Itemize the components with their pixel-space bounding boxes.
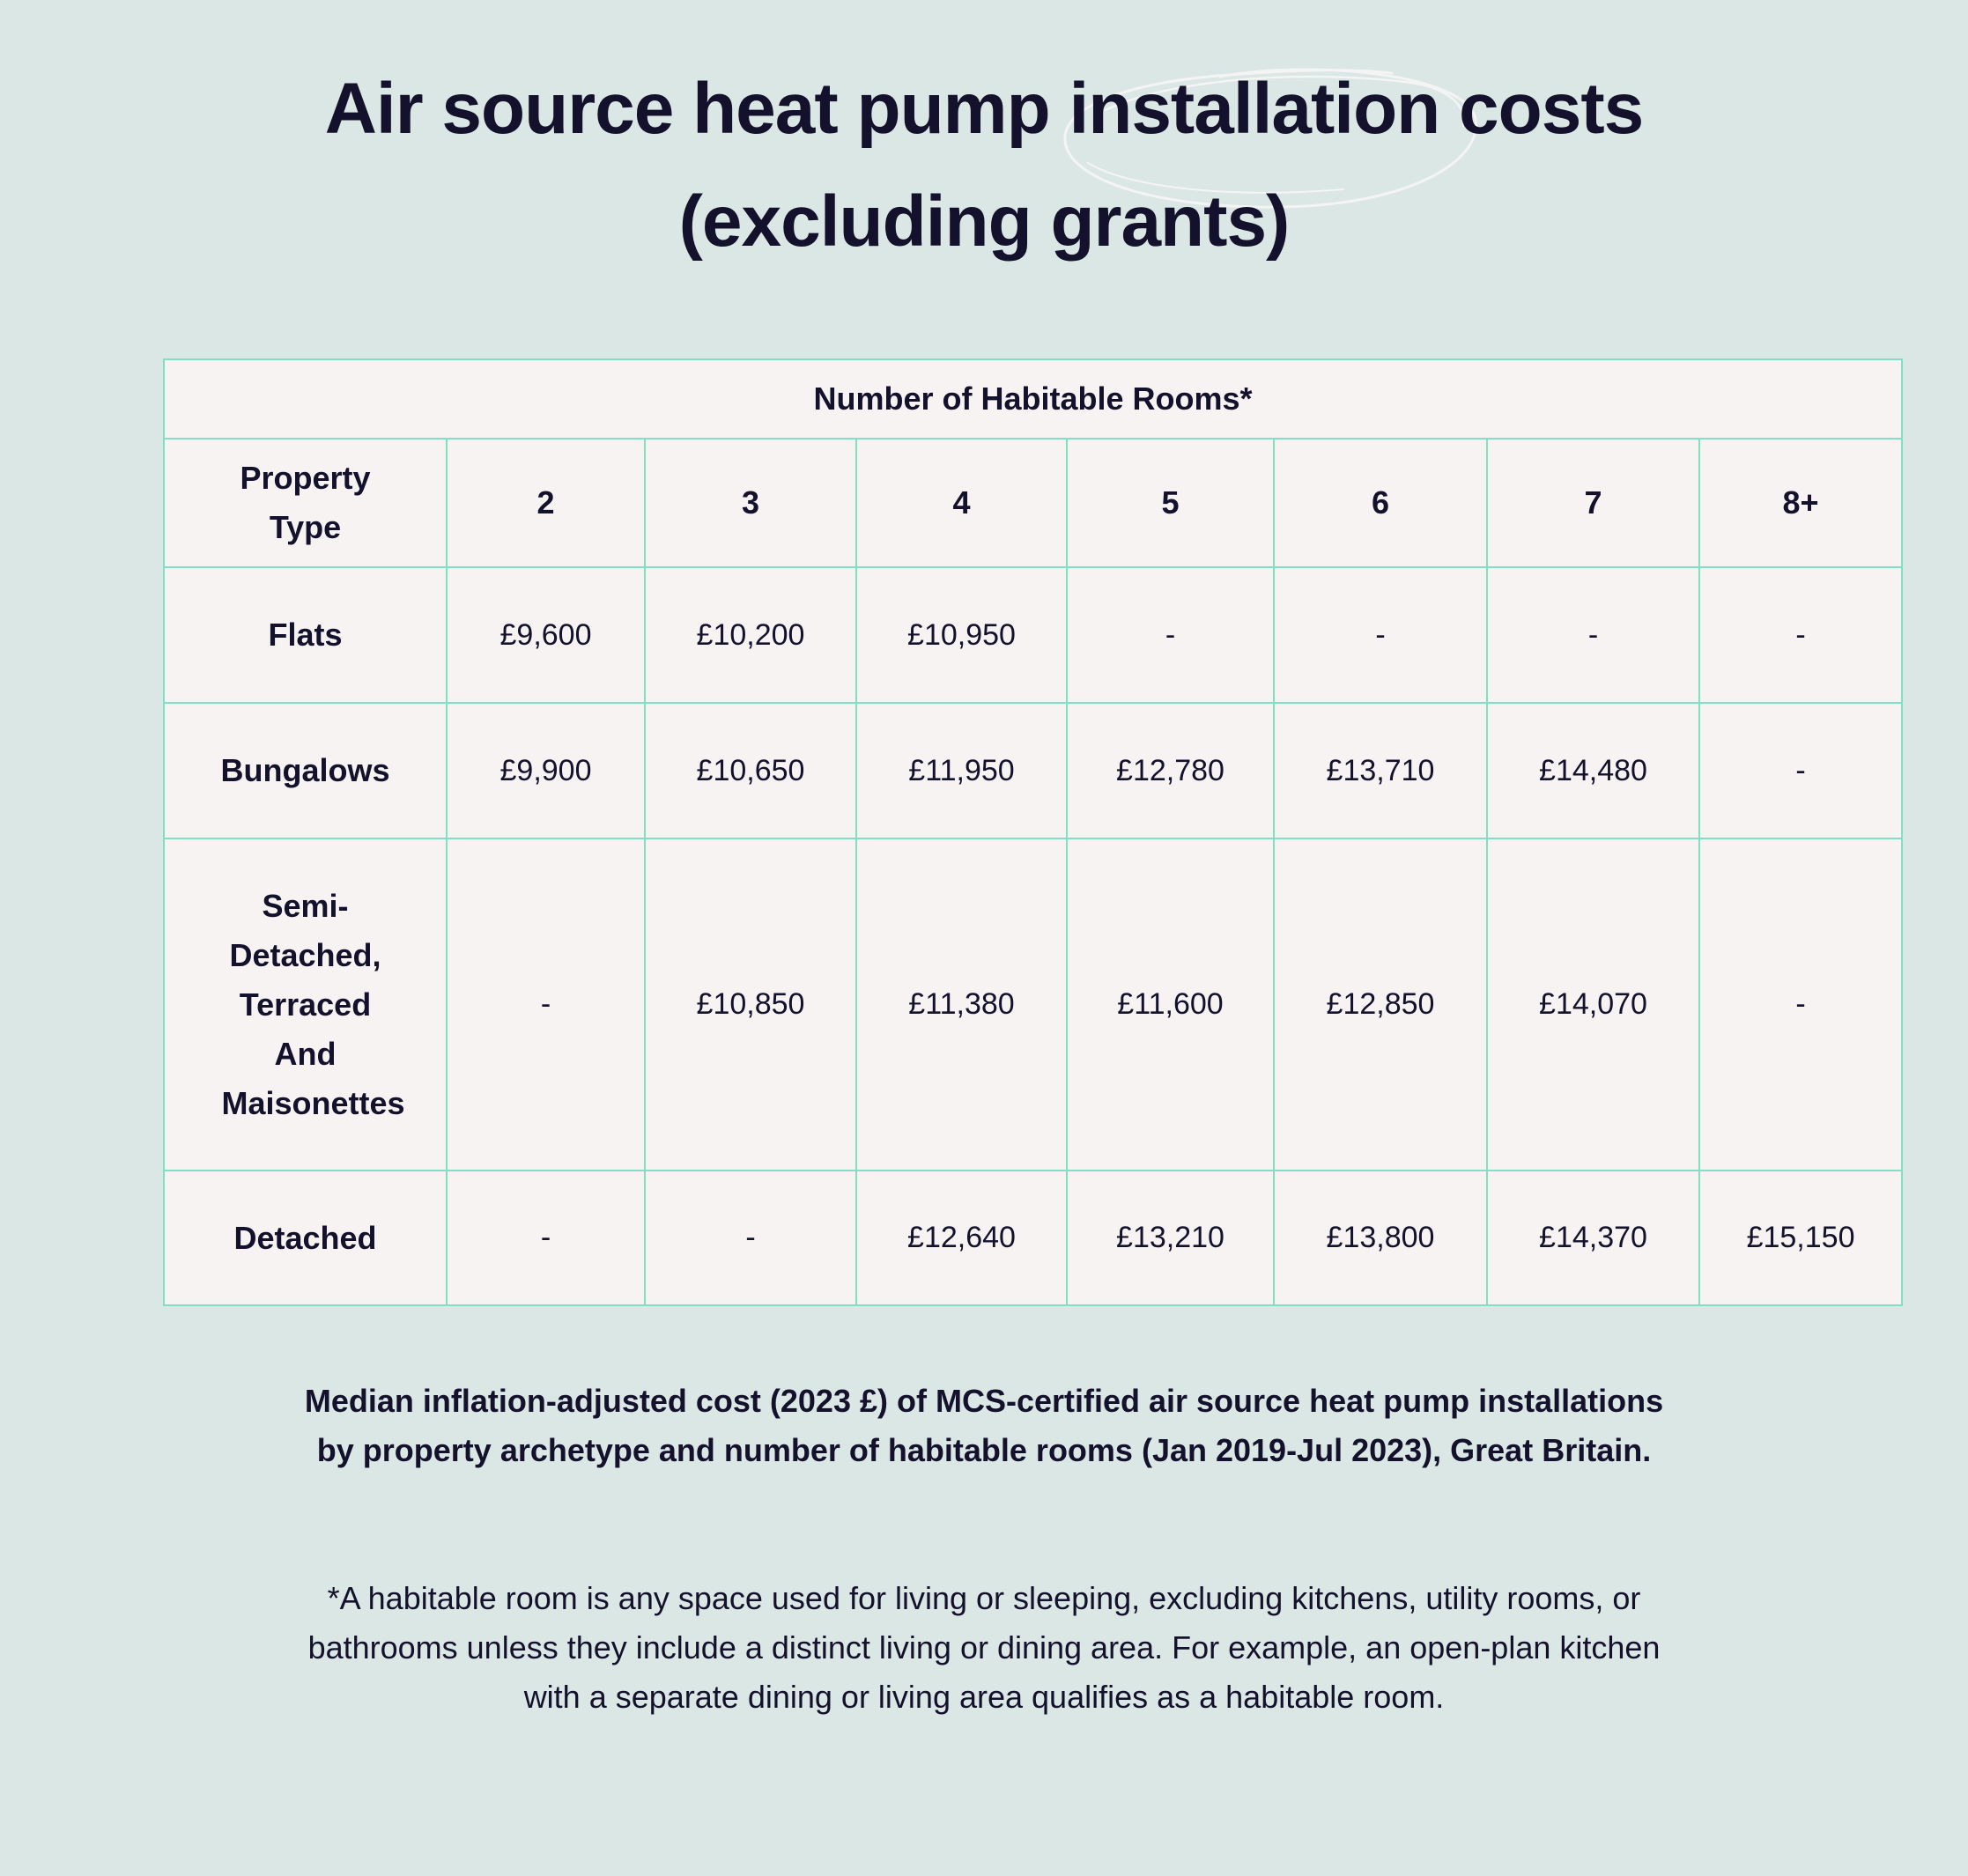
table-cell: - bbox=[645, 1171, 856, 1305]
table-cell: - bbox=[447, 1171, 645, 1305]
column-header: 7 bbox=[1487, 439, 1699, 567]
column-header: 6 bbox=[1274, 439, 1487, 567]
table-cell: £14,480 bbox=[1487, 703, 1699, 838]
column-header: 3 bbox=[645, 439, 856, 567]
row-label-semi-detached bbox=[164, 838, 447, 1171]
semi-detached-label: Semi-Detached, Terraced And Maisonettes bbox=[221, 887, 405, 1121]
table-cell: £10,200 bbox=[645, 567, 856, 703]
property-type-header bbox=[164, 439, 447, 567]
habitable-room-footnote: *A habitable room is any space used for living or sleeping, excluding kitchens, utility rooms, or bathrooms unless they include a distinct living or dining area. For example, an open-plan kitchen with a separate dining or living area qualifies as a habitable room. bbox=[307, 1580, 1661, 1715]
table-column-header-row bbox=[164, 439, 1902, 567]
table-cell: - bbox=[1274, 567, 1487, 703]
table-cell: - bbox=[1067, 567, 1274, 703]
table-row bbox=[164, 567, 1902, 703]
table-cell: £12,850 bbox=[1274, 838, 1487, 1171]
table-row bbox=[164, 703, 1902, 838]
table-row bbox=[164, 1171, 1902, 1305]
table-cell: £11,600 bbox=[1067, 838, 1274, 1171]
table-cell: - bbox=[1699, 567, 1902, 703]
column-header: 2 bbox=[447, 439, 645, 567]
table-cell: £11,380 bbox=[856, 838, 1067, 1171]
title-block bbox=[0, 53, 1968, 278]
page-title-line-2: (excluding grants) bbox=[678, 181, 1290, 262]
table-caption: Median inflation-adjusted cost (2023 £) of MCS-certified air source heat pump installations by property archetype and number of habitable rooms (Jan 2019-Jul 2023), Great Britain. bbox=[304, 1383, 1664, 1468]
page-title-line-1: Air source heat pump installation costs bbox=[324, 69, 1644, 149]
cost-table bbox=[163, 358, 1903, 1306]
table-cell: £10,850 bbox=[645, 838, 856, 1171]
table-cell: £14,370 bbox=[1487, 1171, 1699, 1305]
column-header: 5 bbox=[1067, 439, 1274, 567]
row-label-detached: Detached bbox=[164, 1171, 447, 1305]
table-cell: £9,900 bbox=[447, 703, 645, 838]
table-cell: £10,950 bbox=[856, 567, 1067, 703]
table-cell: £13,210 bbox=[1067, 1171, 1274, 1305]
table-cell: £12,640 bbox=[856, 1171, 1067, 1305]
table-cell: £15,150 bbox=[1699, 1171, 1902, 1305]
table-row bbox=[164, 838, 1902, 1171]
column-header: 8+ bbox=[1699, 439, 1902, 567]
row-label-bungalows: Bungalows bbox=[164, 703, 447, 838]
row-label-flats: Flats bbox=[164, 567, 447, 703]
table-cell: - bbox=[1487, 567, 1699, 703]
table-cell: £13,800 bbox=[1274, 1171, 1487, 1305]
table-cell: £11,950 bbox=[856, 703, 1067, 838]
habitable-rooms-header: Number of Habitable Rooms* bbox=[164, 359, 1902, 439]
table-cell: £14,070 bbox=[1487, 838, 1699, 1171]
table-cell: - bbox=[1699, 703, 1902, 838]
table-cell: - bbox=[1699, 838, 1902, 1171]
column-header: 4 bbox=[856, 439, 1067, 567]
table-cell: - bbox=[447, 838, 645, 1171]
page-title bbox=[0, 53, 1968, 278]
table-cell: £13,710 bbox=[1274, 703, 1487, 838]
table-cell: £12,780 bbox=[1067, 703, 1274, 838]
table-cell: £9,600 bbox=[447, 567, 645, 703]
property-type-label: Property Type bbox=[240, 460, 371, 545]
table-cell: £10,650 bbox=[645, 703, 856, 838]
table-group-header-row bbox=[164, 359, 1902, 439]
